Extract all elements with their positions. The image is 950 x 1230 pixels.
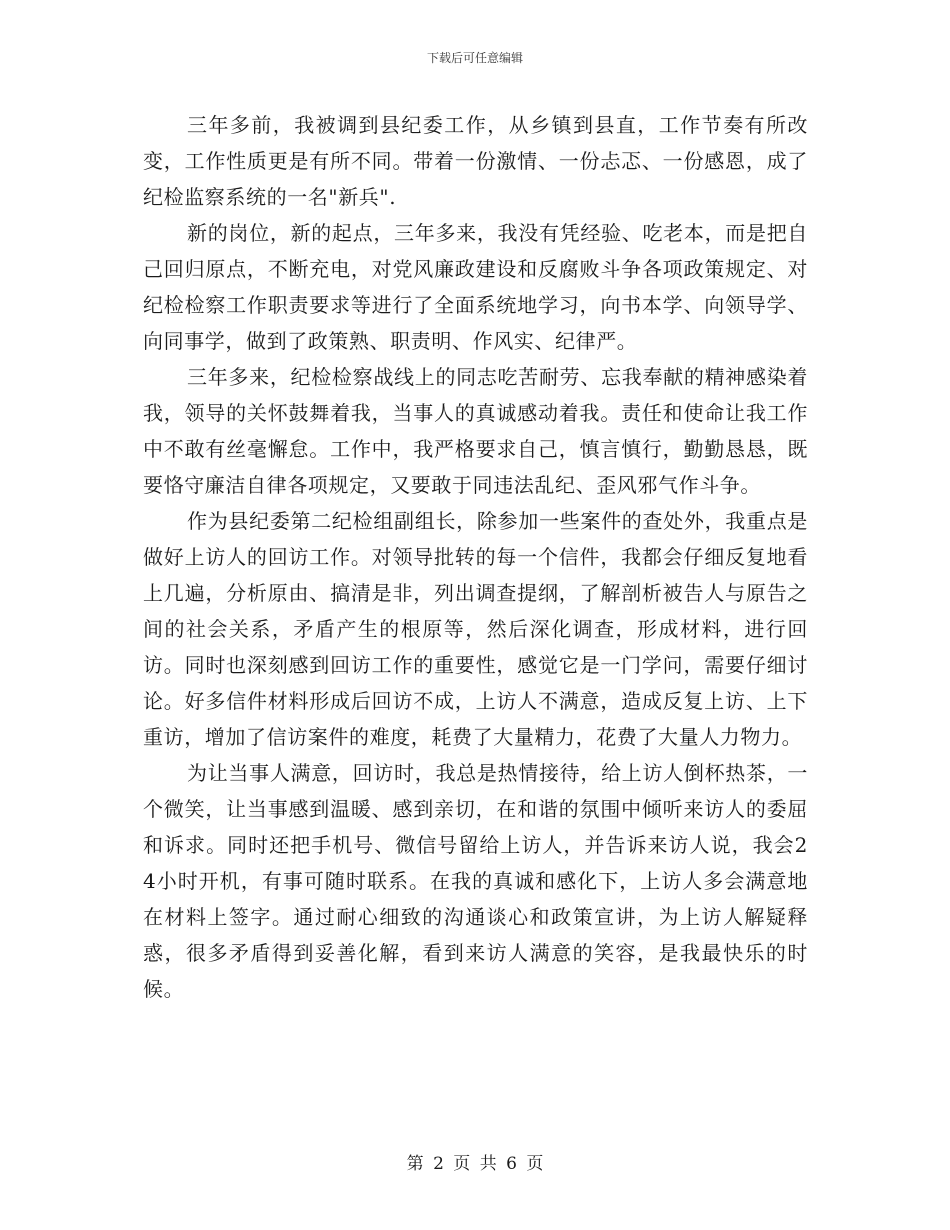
paragraph-2: 新的岗位，新的起点，三年多来，我没有凭经验、吃老本，而是把自己回归原点，不断充电，对党风廉政建设和反腐败斗争各项政策规定、对纪检检察工作职责要求等进行了全面系统地学习，向书本学、向领导学、向同事学，做到了政策熟、职责明、作风实、纪律严。 xyxy=(143,221,808,353)
paragraph-3: 三年多来，纪检检察战线上的同志吃苦耐劳、忘我奉献的精神感染着我，领导的关怀鼓舞着我，当事人的真诚感动着我。责任和使命让我工作中不敢有丝毫懈怠。工作中，我严格要求自己，慎言慎行，勤勤恳恳，既要恪守廉洁自律各项规定，又要敢于同违法乱纪、歪风邪气作斗争。 xyxy=(143,365,808,497)
document-body xyxy=(143,107,808,1007)
page-header: 下载后可任意编辑 xyxy=(426,51,523,65)
paragraph-1: 三年多前，我被调到县纪委工作，从乡镇到县直，工作节奏有所改变，工作性质更是有所不同。带着一份激情、一份忐忑、一份感恩，成了纪检监察系统的一名"新兵". xyxy=(143,113,808,209)
page-number: 第 2 页 共 6 页 xyxy=(406,1154,544,1174)
paragraph-5: 为让当事人满意，回访时，我总是热情接待，给上访人倒杯热茶，一个微笑，让当事感到温暖、感到亲切，在和谐的氛围中倾听来访人的委屈和诉求。同时还把手机号、微信号留给上访人，并告诉来访人说，我会24小时开机，有事可随时联系。在我的真诚和感化下，上访人多会满意地在材料上签字。通过耐心细致的沟通谈心和政策宣讲，为上访人解疑释惑，很多矛盾得到妥善化解，看到来访人满意的笑容，是我最快乐的时候。 xyxy=(143,761,808,1001)
paragraph-4: 作为县纪委第二纪检组副组长，除参加一些案件的查处外，我重点是做好上访人的回访工作。对领导批转的每一个信件，我都会仔细反复地看上几遍，分析原由、搞清是非，列出调查提纲，了解剖析被告人与原告之间的社会关系，矛盾产生的根原等，然后深化调查，形成材料，进行回访。同时也深刻感到回访工作的重要性，感觉它是一门学问，需要仔细讨论。好多信件材料形成后回访不成，上访人不满意，造成反复上访、上下重访，增加了信访案件的难度，耗费了大量精力，花费了大量人力物力。 xyxy=(143,509,808,749)
